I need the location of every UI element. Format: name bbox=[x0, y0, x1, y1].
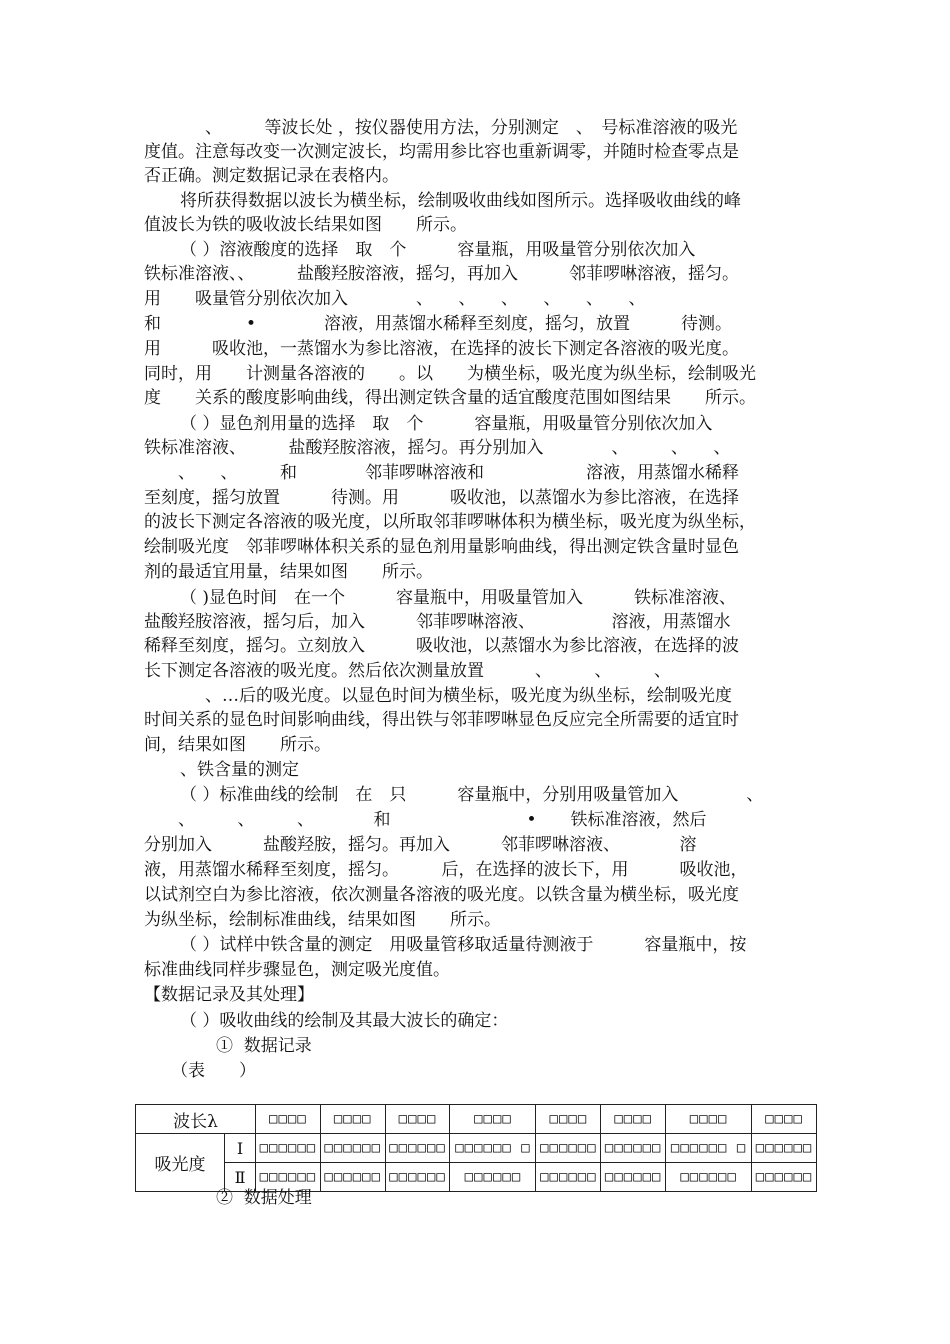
text-line: 值波长为铁的吸收波长结果如图 所示。 bbox=[144, 215, 467, 235]
table-row bbox=[136, 1105, 817, 1134]
table-cell: □□□□□□ bbox=[536, 1163, 601, 1192]
table-cell: □□□□□□ bbox=[385, 1163, 450, 1192]
text-line: 分别加入 盐酸羟胺，摇匀。再加入 邻菲啰啉溶液、 溶 bbox=[144, 835, 697, 855]
text-line: 的波长下测定各溶液的吸光度，以所取邻菲啰啉体积为横坐标，吸光度为纵坐标， bbox=[144, 512, 756, 532]
text-line: 为纵坐标，绘制标准曲线，结果如图 所示。 bbox=[144, 910, 501, 930]
text-line: （ ）试样中铁含量的测定 用吸量管移取适量待测液于 容量瓶中，按 bbox=[180, 935, 747, 955]
text-line: 盐酸羟胺溶液，摇匀后，加入 邻菲啰啉溶液、 溶液，用蒸馏水 bbox=[144, 612, 731, 632]
table-cell: □□□□ bbox=[450, 1105, 536, 1134]
section-heading: 【数据记录及其处理】 bbox=[144, 985, 314, 1005]
text-line: 同时，用 计测量各溶液的 。以 为横坐标，吸光度为纵坐标，绘制吸光 bbox=[144, 364, 756, 384]
text-line: 、…后的吸光度。以显色时间为横坐标，吸光度为纵坐标，绘制吸光度 bbox=[171, 686, 732, 706]
table-cell: □□□□ bbox=[752, 1105, 817, 1134]
section-heading: ② 数据处理 bbox=[216, 1188, 312, 1208]
text-line: 稀释至刻度，摇匀。立刻放入 吸收池，以蒸馏水为参比溶液，在选择的波 bbox=[144, 636, 739, 656]
table-cell: □□□□ bbox=[666, 1105, 752, 1134]
text-line: （ ）溶液酸度的选择 取 个 容量瓶，用吸量管分别依次加入 bbox=[180, 240, 696, 260]
text-line: 度 关系的酸度影响曲线，得出测定铁含量的适宜酸度范围如图结果 所示。 bbox=[144, 388, 756, 408]
text-line: （ )显色时间 在一个 容量瓶中，用吸量管加入 铁标准溶液、 bbox=[180, 588, 737, 608]
text-line: 、 、 和 邻菲啰啉溶液和 溶液，用蒸馏水稀释 bbox=[144, 463, 739, 483]
table-cell: □□□□□□ □ bbox=[450, 1134, 536, 1163]
text-line: 度值。注意每改变一次测定波长，均需用参比容也重新调零，并随时检查零点是 bbox=[144, 142, 739, 162]
table-row-label: Ⅰ bbox=[225, 1134, 256, 1163]
table-cell: □□□□□□ bbox=[450, 1163, 536, 1192]
table-cell: □□□□□□ bbox=[320, 1163, 385, 1192]
table-row-header: 吸光度 bbox=[136, 1134, 225, 1192]
table-cell: □□□□ bbox=[536, 1105, 601, 1134]
table-row-label: Ⅱ bbox=[225, 1163, 256, 1192]
table-header-cell: 波长λ bbox=[136, 1105, 256, 1134]
table-row bbox=[136, 1134, 817, 1163]
text-line: 用 吸量管分别依次加入 、 、 、 、 、 、 bbox=[144, 289, 646, 309]
text-line: 铁标准溶液、、 盐酸羟胺溶液，摇匀，再加入 邻菲啰啉溶液，摇匀。 bbox=[144, 264, 739, 284]
text-line: 、 等波长处 ，按仪器使用方法，分别测定 、 号标准溶液的吸光 bbox=[171, 118, 738, 138]
text-line: （ ）标准曲线的绘制 在 只 容量瓶中，分别用吸量管加入 、 bbox=[180, 785, 764, 805]
table-cell: □□□□ bbox=[601, 1105, 666, 1134]
table-cell: □□□□□□ bbox=[601, 1163, 666, 1192]
text-line: ① 数据记录 bbox=[216, 1036, 312, 1056]
absorbance-table bbox=[135, 1104, 817, 1192]
text-line: 剂的最适宜用量，结果如图 所示。 bbox=[144, 562, 433, 582]
text-line: 绘制吸光度 邻菲啰啉体积关系的显色剂用量影响曲线，得出测定铁含量时显色 bbox=[144, 537, 739, 557]
text-line: 和 • 溶液，用蒸馏水稀释至刻度，摇匀，放置 待测。 bbox=[144, 314, 733, 334]
text-line: 、 、 、 和 • 铁标准溶液，然后 bbox=[144, 810, 707, 830]
text-line: 铁标准溶液、 盐酸羟胺溶液，摇匀。再分别加入 、 、 、 bbox=[144, 438, 731, 458]
text-line: 否正确。测定数据记录在表格内。 bbox=[144, 166, 399, 186]
table-cell: □□□□□□ bbox=[601, 1134, 666, 1163]
text-line: 时间关系的显色时间影响曲线，得出铁与邻菲啰啉显色反应完全所需要的适宜时 bbox=[144, 710, 739, 730]
text-line: （ ）吸收曲线的绘制及其最大波长的确定： bbox=[180, 1011, 509, 1031]
text-line: 液，用蒸馏水稀释至刻度，摇匀。 后，在选择的波长下，用 吸收池， bbox=[144, 860, 748, 880]
text-line: 间，结果如图 所示。 bbox=[144, 735, 331, 755]
table-cell: □□□□ bbox=[256, 1105, 321, 1134]
text-line: 至刻度，摇匀放置 待测。用 吸收池，以蒸馏水为参比溶液，在选择 bbox=[144, 488, 739, 508]
table-caption: （表 ） bbox=[171, 1061, 256, 1081]
table-cell: □□□□ bbox=[385, 1105, 450, 1134]
section-heading: 、铁含量的测定 bbox=[180, 760, 299, 780]
table-cell: □□□□□□ bbox=[752, 1163, 817, 1192]
table-cell: □□□□□□ bbox=[256, 1163, 321, 1192]
text-line: 将所获得数据以波长为横坐标，绘制吸收曲线如图所示。选择吸收曲线的峰 bbox=[180, 191, 741, 211]
table-cell: □□□□□□ bbox=[320, 1134, 385, 1163]
table-cell: □□□□□□ □ bbox=[666, 1134, 752, 1163]
table-cell: □□□□ bbox=[320, 1105, 385, 1134]
table-cell: □□□□□□ bbox=[752, 1134, 817, 1163]
text-line: 以试剂空白为参比溶液，依次测量各溶液的吸光度。以铁含量为横坐标，吸光度 bbox=[144, 885, 739, 905]
table-cell: □□□□□□ bbox=[385, 1134, 450, 1163]
table-cell: □□□□□□ bbox=[256, 1134, 321, 1163]
text-line: 标准曲线同样步骤显色，测定吸光度值。 bbox=[144, 960, 450, 980]
table-cell: □□□□□□ bbox=[666, 1163, 752, 1192]
table-cell: □□□□□□ bbox=[536, 1134, 601, 1163]
text-line: （ ）显色剂用量的选择 取 个 容量瓶，用吸量管分别依次加入 bbox=[180, 414, 713, 434]
text-line: 用 吸收池，一蒸馏水为参比溶液，在选择的波长下测定各溶液的吸光度。 bbox=[144, 339, 739, 359]
text-line: 长下测定各溶液的吸光度。然后依次测量放置 、 、 、 bbox=[144, 661, 671, 681]
